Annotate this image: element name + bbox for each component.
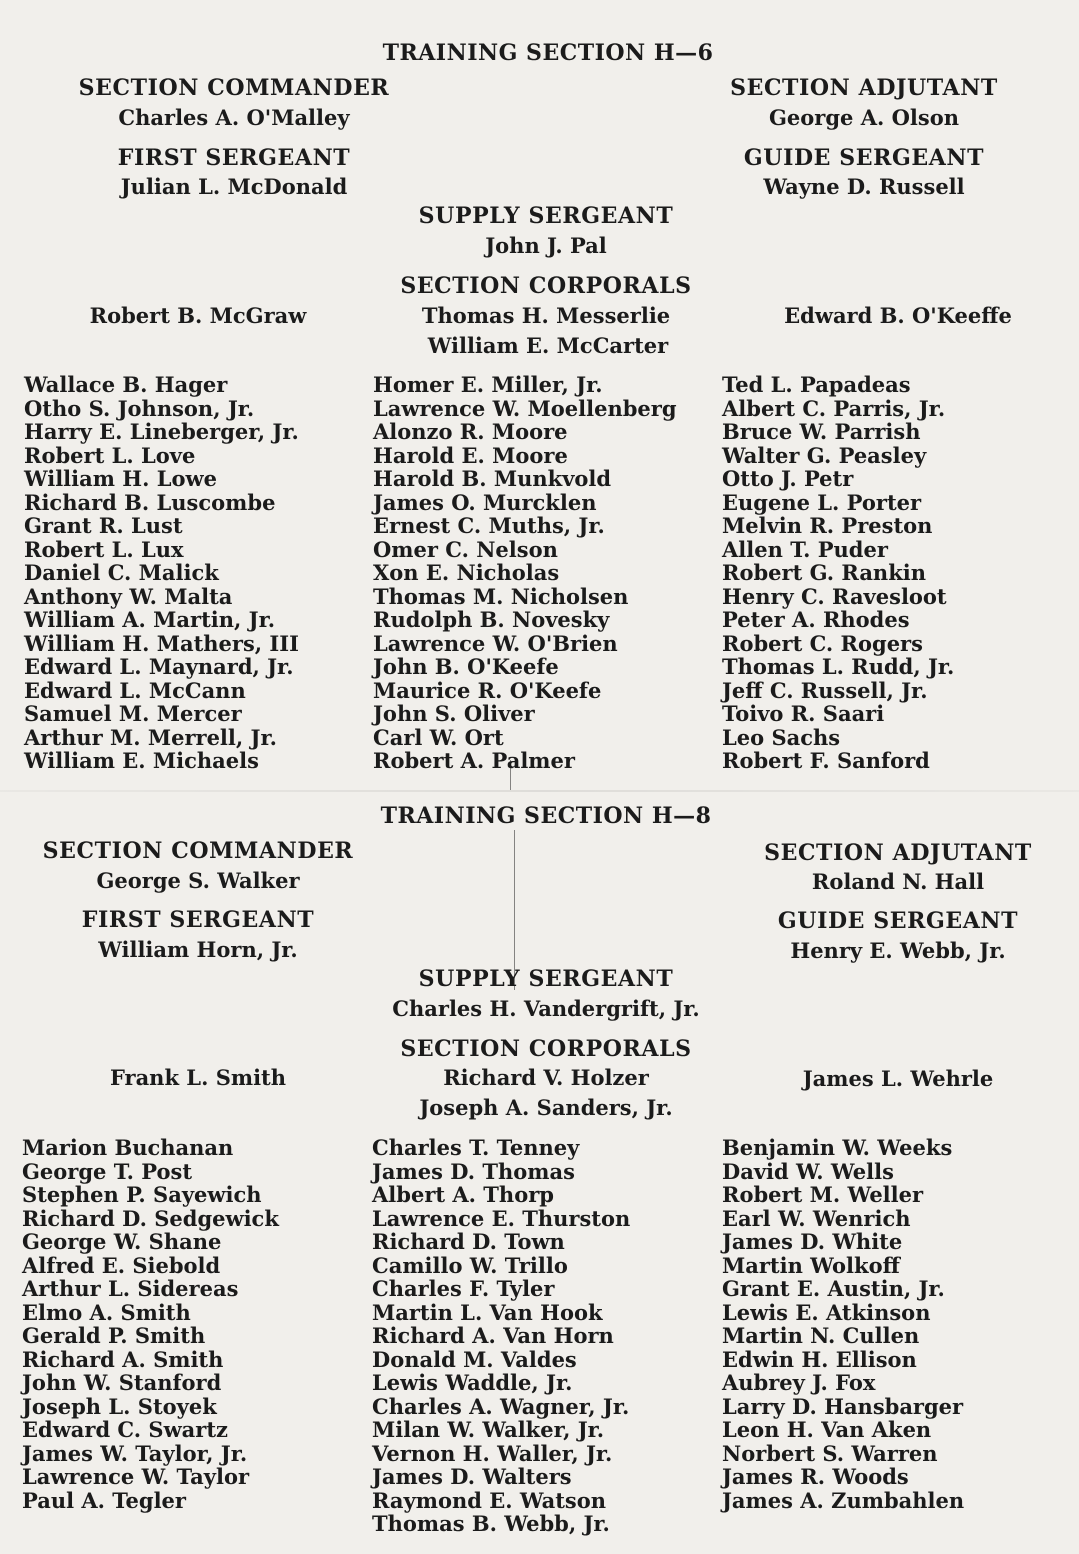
roster-name: Martin L. Van Hook <box>372 1299 603 1325</box>
roster-name: Omer C. Nelson <box>373 536 558 562</box>
roster-name: William E. Michaels <box>24 748 259 773</box>
corporal-name: Robert B. McGraw <box>89 303 307 328</box>
roster-name: Jeff C. Russell, Jr. <box>722 677 928 703</box>
roster-name: Xon E. Nicholas <box>373 560 560 585</box>
roster-name: John W. Stanford <box>22 1370 222 1395</box>
roster-name: Larry D. Hansbarger <box>722 1393 964 1419</box>
roster-column-2 <box>373 373 677 773</box>
roster-name: Wallace B. Hager <box>24 372 228 397</box>
roster-name: Benjamin W. Weeks <box>722 1135 953 1160</box>
roster-name: George W. Shane <box>22 1229 222 1254</box>
roster-name: Carl W. Ort <box>373 724 504 750</box>
supply-sergeant-name: Charles H. Vandergrift, Jr. <box>392 996 700 1021</box>
roster-name: Henry C. Ravesloot <box>722 583 947 609</box>
roster-name: Alfred E. Siebold <box>22 1252 221 1278</box>
roster-name: Edwin H. Ellison <box>722 1346 917 1372</box>
roster-name: Edward C. Swartz <box>22 1417 228 1442</box>
roster-name: Lewis E. Atkinson <box>722 1299 931 1325</box>
roster-name: Ernest C. Muths, Jr. <box>373 513 605 538</box>
roster-name: William H. Lowe <box>24 466 217 491</box>
roster-name: Ted L. Papadeas <box>722 372 911 397</box>
roster-name: Walter G. Peasley <box>722 442 927 468</box>
roster-name: Norbert S. Warren <box>722 1440 938 1466</box>
roster-name: Harry E. Lineberger, Jr. <box>24 419 299 444</box>
roster-column-1 <box>22 1136 279 1512</box>
roster-name: Leon H. Van Aken <box>722 1417 932 1442</box>
roster-name: Robert M. Weller <box>722 1182 924 1207</box>
roster-name: Milan W. Walker, Jr. <box>372 1417 605 1442</box>
section-title: TRAINING SECTION H—8 <box>380 803 712 829</box>
roster-name: Grant E. Austin, Jr. <box>722 1276 945 1301</box>
roster-name: Lawrence W. Moellenberg <box>373 395 677 421</box>
roster-name: Robert C. Rogers <box>722 630 923 656</box>
paper-fold-line <box>0 790 1079 792</box>
roster-name: Vernon H. Waller, Jr. <box>372 1440 613 1466</box>
roster-name: Albert C. Parris, Jr. <box>722 395 946 421</box>
roster-name: Thomas L. Rudd, Jr. <box>722 654 955 679</box>
roster-name: Richard A. Smith <box>22 1346 224 1372</box>
first-sergeant-name: Julian L. McDonald <box>120 174 348 199</box>
roster-name: Robert L. Lux <box>24 536 184 562</box>
roster-name: Arthur M. Merrell, Jr. <box>24 724 277 750</box>
roster-name: Charles T. Tenney <box>372 1135 580 1160</box>
roster-name: Harold E. Moore <box>373 442 568 468</box>
adjutant-label: SECTION ADJUTANT <box>764 840 1032 866</box>
roster-name: William A. Martin, Jr. <box>24 607 276 632</box>
guide-sergeant-name: Henry E. Webb, Jr. <box>790 938 1006 963</box>
roster-name: Harold B. Munkvold <box>373 466 612 491</box>
roster-name: Raymond E. Watson <box>372 1487 607 1513</box>
roster-name: George T. Post <box>22 1158 193 1184</box>
first-sergeant-label: FIRST SERGEANT <box>117 145 351 171</box>
roster-name: Gerald P. Smith <box>22 1323 206 1348</box>
roster-name: Daniel C. Malick <box>24 560 219 585</box>
corporal-name: Joseph A. Sanders, Jr. <box>419 1095 673 1120</box>
roster-name: Lewis Waddle, Jr. <box>372 1370 573 1395</box>
roster-name: James O. Murcklen <box>373 489 597 515</box>
roster-name: James D. White <box>722 1229 903 1254</box>
roster-name: Richard D. Sedgewick <box>22 1205 279 1231</box>
roster-name: James R. Woods <box>722 1464 909 1489</box>
roster-column-3 <box>722 1136 964 1512</box>
roster-name: Otto J. Petr <box>722 466 854 491</box>
roster-name: Bruce W. Parrish <box>722 419 921 444</box>
corporal-name: Thomas H. Messerlie <box>421 303 671 328</box>
roster-name: Edward L. McCann <box>24 677 246 703</box>
roster-name: Thomas B. Webb, Jr. <box>372 1511 610 1536</box>
roster-name: Robert F. Sanford <box>722 748 930 773</box>
roster-name: Robert G. Rankin <box>722 560 926 585</box>
first-sergeant-label: FIRST SERGEANT <box>81 907 315 933</box>
roster-name: John B. O'Keefe <box>373 654 559 679</box>
roster-name: John S. Oliver <box>373 701 535 726</box>
roster-name: Richard D. Town <box>372 1229 565 1254</box>
roster-name: Peter A. Rhodes <box>722 607 910 632</box>
roster-name: Donald M. Valdes <box>372 1346 577 1372</box>
roster-name: Anthony W. Malta <box>24 583 233 609</box>
roster-column-1 <box>24 373 299 773</box>
commander-label: SECTION COMMANDER <box>42 838 354 864</box>
roster-name: Paul A. Tegler <box>22 1487 186 1513</box>
roster-name: Robert L. Love <box>24 442 196 468</box>
corporal-name: Edward B. O'Keeffe <box>784 303 1012 328</box>
guide-sergeant-label: GUIDE SERGEANT <box>777 908 1019 934</box>
roster-column-2 <box>372 1136 630 1536</box>
roster-name: Toivo R. Saari <box>722 701 885 726</box>
adjutant-name: George A. Olson <box>768 105 960 130</box>
corporals-label: SECTION CORPORALS <box>400 1036 692 1062</box>
roster-name: Lawrence W. O'Brien <box>373 630 618 656</box>
roster-name: Elmo A. Smith <box>22 1299 191 1325</box>
roster-name: Allen T. Puder <box>722 536 888 562</box>
roster-name: David W. Wells <box>722 1158 894 1184</box>
roster-name: Lawrence W. Taylor <box>22 1464 250 1489</box>
adjutant-name: Roland N. Hall <box>811 869 985 894</box>
supply-sergeant-name: John J. Pal <box>485 233 607 258</box>
roster-name: Charles F. Tyler <box>372 1276 555 1301</box>
roster-column-3 <box>722 373 954 773</box>
guide-sergeant-label: GUIDE SERGEANT <box>743 145 985 171</box>
section-title: TRAINING SECTION H—6 <box>382 40 714 66</box>
corporals-label: SECTION CORPORALS <box>400 273 692 299</box>
roster-name: James D. Walters <box>372 1464 572 1489</box>
roster-name: Maurice R. O'Keefe <box>373 677 602 703</box>
roster-name: James D. Thomas <box>372 1158 575 1184</box>
corporal-name: Frank L. Smith <box>109 1065 287 1090</box>
supply-sergeant-label: SUPPLY SERGEANT <box>418 203 674 229</box>
first-sergeant-name: William Horn, Jr. <box>98 937 298 962</box>
roster-name: Lawrence E. Thurston <box>372 1205 631 1231</box>
roster-name: Grant R. Lust <box>24 513 183 538</box>
roster-name: Camillo W. Trillo <box>372 1252 568 1278</box>
roster-name: Otho S. Johnson, Jr. <box>24 395 255 421</box>
roster-name: Martin Wolkoff <box>722 1252 900 1278</box>
corporal-name: William E. McCarter <box>427 333 669 358</box>
roster-name: Melvin R. Preston <box>722 513 933 538</box>
supply-sergeant-label: SUPPLY SERGEANT <box>418 966 674 992</box>
corporal-name: Richard V. Holzer <box>443 1065 649 1090</box>
roster-name: Homer E. Miller, Jr. <box>373 372 603 397</box>
roster-name: Charles A. Wagner, Jr. <box>372 1393 630 1419</box>
roster-name: Thomas M. Nicholsen <box>373 583 629 609</box>
adjutant-label: SECTION ADJUTANT <box>730 75 998 101</box>
roster-name: Martin N. Cullen <box>722 1323 920 1348</box>
roster-name: Arthur L. Sidereas <box>22 1276 239 1301</box>
roster-name: James W. Taylor, Jr. <box>22 1440 248 1466</box>
roster-name: Samuel M. Mercer <box>24 701 242 726</box>
roster-name: Stephen P. Sayewich <box>22 1182 262 1207</box>
roster-name: Earl W. Wenrich <box>722 1205 911 1231</box>
roster-name: Marion Buchanan <box>22 1135 234 1160</box>
guide-sergeant-name: Wayne D. Russell <box>763 174 965 199</box>
roster-name: Albert A. Thorp <box>372 1182 554 1207</box>
commander-name: George S. Walker <box>96 868 300 893</box>
roster-name: Robert A. Palmer <box>373 748 575 773</box>
corporal-name: James L. Wehrle <box>802 1066 994 1091</box>
roster-name: Aubrey J. Fox <box>722 1370 876 1395</box>
roster-name: Rudolph B. Novesky <box>373 607 610 632</box>
commander-label: SECTION COMMANDER <box>78 75 390 101</box>
roster-name: William H. Mathers, III <box>24 630 299 656</box>
roster-name: Richard A. Van Horn <box>372 1323 614 1348</box>
roster-name: Richard B. Luscombe <box>24 489 276 515</box>
commander-name: Charles A. O'Malley <box>118 105 350 130</box>
roster-name: Alonzo R. Moore <box>373 419 568 444</box>
roster-name: Edward L. Maynard, Jr. <box>24 654 294 679</box>
roster-name: Joseph L. Stoyek <box>22 1393 217 1419</box>
roster-name: Leo Sachs <box>722 724 841 750</box>
roster-name: James A. Zumbahlen <box>722 1487 965 1513</box>
roster-name: Eugene L. Porter <box>722 489 922 515</box>
